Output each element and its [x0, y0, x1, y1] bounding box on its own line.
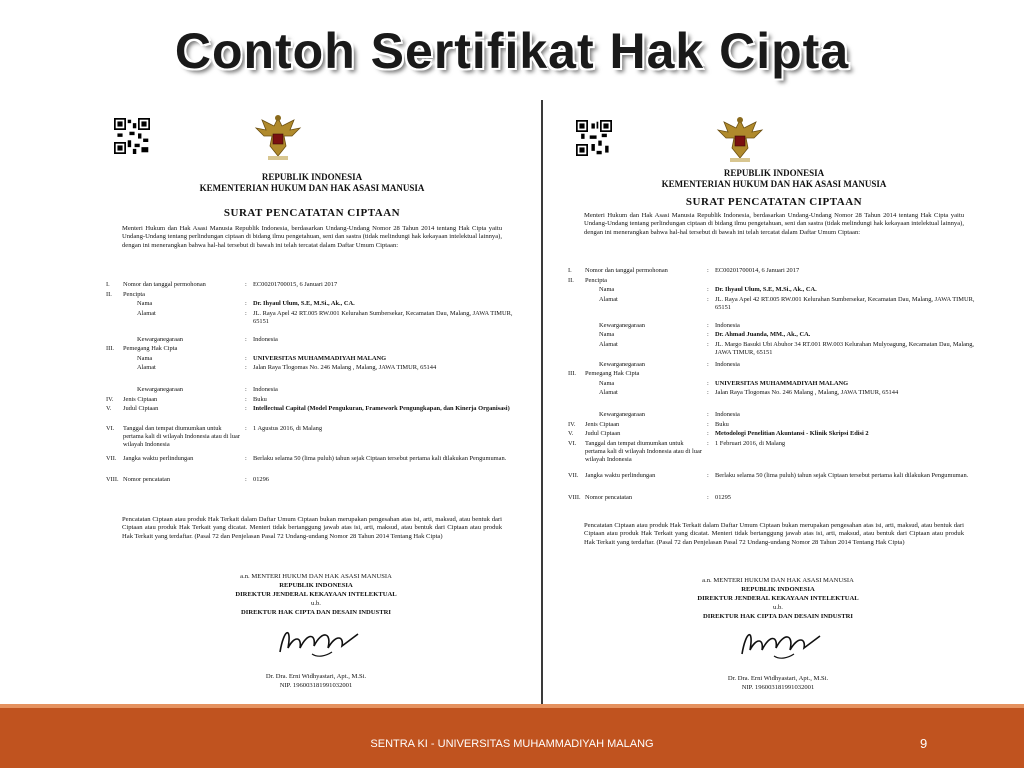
table-row: VI. Tanggal dan tempat diumumkan untuk pertama kali di wilayah Indonesia atau di luar wilayah Indonesia : 1 Februari 2016, di Malang [568, 439, 786, 463]
table-row: VII. Jangka waktu perlindungan : Berlaku selama 50 (lima puluh) tahun sejak Ciptaan tersebut pertama kali dilakukan Pengumuman. [568, 471, 969, 479]
table-row: Alamat : Jalan Raya Tlogomas No. 246 Malang , Malang, JAWA TIMUR, 65144 [599, 389, 899, 396]
table-row: Nama : Dr. Ihyaul Ulum, S.E, M.Si., Ak., CA. [137, 300, 355, 307]
certificate-right [568, 112, 980, 702]
closing-paragraph: Pencatatan Ciptaan atau produk Hak Terkait dalam Daftar Umum Ciptaan bukan merupakan pengesahan atas isi, arti, maksud, atau bentuk dari Ciptaan atau produk Hak Terkait yang dicatat. Menteri tidak bertanggung jawab atas isi, arti, maksud, atau bentuk dari Ciptaan atau produk Hak Terkait yang terdaftar. (Pasal 72 dan Penjelasan Pasal 72 Undang-undang Nomor 28 Tahun 2014 Tentang Hak Cipta) [584, 522, 964, 546]
table-row: IV. Jenis Ciptaan : Buku [106, 395, 267, 403]
table-row: VIII. Nomor pencatatan : 01296 [106, 476, 269, 483]
table-row: IV. Jenis Ciptaan : Buku [568, 420, 729, 428]
table-row: I. Nomor dan tanggal permohonan : EC00201700015, 6 Januari 2017 [106, 281, 338, 288]
table-row: III. Pemegang Hak Cipta [568, 370, 640, 377]
table-row: Kewarganegaraan : Indonesia [137, 386, 278, 393]
signer-name: Dr. Dra. Erni Widhyastari, Apt., M.Si. [727, 675, 829, 682]
table-row: VIII. Nomor pencatatan : 01295 [568, 493, 731, 501]
details-table-left [106, 280, 518, 485]
center-divider [541, 100, 543, 704]
intro-paragraph: Menteri Hukum dan Hak Asasi Manusia Republik Indonesia, berdasarkan Undang-Undang Nomor 28 Tahun 2014 tentang Hak Cipta yaitu Undang-Undang tentang perlindungan ciptaan di bidang ilmu pengetahuan, seni dan sastra (tidak melindungi hak kekayaan intelektual lainnya), dengan ini menerangkan bahwa hal-hal tersebut di bawah ini telah tercatat dalam Daftar Umum Ciptaan: [584, 212, 964, 236]
header-republik: REPUBLIK INDONESIA [723, 168, 825, 178]
table-row: V. Judul Ciptaan : Metodologi Penelitian Akuntansi - Klinik Skripsi Edisi 2 [568, 430, 869, 437]
signer-block [166, 672, 466, 690]
table-row: Alamat : JL. Margo Basuki Ubi Abuhor 34 RT.001 RW.003 Kelurahan Mulyoagung, Kecamatan Dau, Malang, JAWA TIMUR, 65151 [599, 340, 974, 356]
certificate-left [106, 110, 518, 700]
table-row: Kewarganegaraan : Indonesia [599, 321, 740, 329]
table-row: Kewarganegaraan : Indonesia [137, 335, 278, 343]
signer-nip: NIP. 196003181991032001 [279, 682, 353, 689]
table-row: Kewarganegaraan : Indonesia [599, 411, 740, 418]
header-republik: REPUBLIK INDONESIA [261, 172, 363, 182]
garuda-emblem-icon [254, 112, 302, 162]
slide-title: Contoh Sertifikat Hak Cipta [174, 23, 850, 79]
table-row: Nama : Dr. Ihyaul Ulum, S.E, M.Si., Ak., CA. [599, 286, 817, 293]
table-row: Nama : UNIVERSITAS MUHAMMADIYAH MALANG [137, 354, 387, 362]
signer-name: Dr. Dra. Erni Widhyastari, Apt., M.Si. [265, 673, 367, 680]
qr-code-icon [576, 120, 612, 156]
table-row: Kewarganegaraan : Indonesia [599, 360, 740, 368]
qr-code-icon [114, 118, 150, 154]
table-row: Alamat : JL. Raya Apel 42 RT.005 RW.001 Kelurahan Sumbersekar, Kecamatan Dau, Malang, JAWA TIMUR, 65151 [599, 295, 975, 311]
header-kementerian: KEMENTERIAN HUKUM DAN HAK ASASI MANUSIA [661, 179, 887, 189]
closing-paragraph: Pencatatan Ciptaan atau produk Hak Terkait dalam Daftar Umum Ciptaan bukan merupakan pengesahan atas isi, arti, maksud, atau bentuk dari Ciptaan atau produk Hak Terkait yang dicatat. Menteri tidak bertanggung jawab atas isi, arti, maksud, atau bentuk dari Ciptaan atau produk Hak Terkait yang terdaftar. (Pasal 72 dan Penjelasan Pasal 72 Undang-undang Nomor 28 Tahun 2014 Tentang Hak Cipta) [122, 516, 502, 540]
table-row: III. Pemegang Hak Cipta [106, 345, 178, 352]
signer-nip: NIP. 196003181991032001 [741, 684, 815, 691]
table-row: I. Nomor dan tanggal permohonan : EC00201700014, 6 Januari 2017 [568, 267, 800, 274]
table-row: II. Pencipta [106, 290, 146, 298]
page-number: 9 [920, 736, 928, 751]
table-row: V. Judul Ciptaan : Intellectual Capital (Model Pengukuran, Framework Pengungkapan, dan Kinerja Organisasi) [106, 405, 510, 412]
handwritten-signature-icon [274, 622, 364, 660]
table-row: VII. Jangka waktu perlindungan : Berlaku selama 50 (lima puluh) tahun sejak Ciptaan tersebut pertama kali dilakukan Pengumuman. [106, 455, 507, 462]
header-kementerian: KEMENTERIAN HUKUM DAN HAK ASASI MANUSIA [199, 183, 425, 193]
table-row: Alamat : Jalan Raya Tlogomas No. 246 Malang , Malang, JAWA TIMUR, 65144 [137, 364, 437, 371]
garuda-emblem-icon [716, 114, 764, 164]
intro-paragraph: Menteri Hukum dan Hak Asasi Manusia Republik Indonesia, berdasarkan Undang-Undang Nomor 28 Tahun 2014 tentang Hak Cipta yaitu Undang-Undang tentang perlindungan ciptaan di bidang ilmu pengetahuan, seni dan sastra (tidak melindungi hak kekayaan intelektual lainnya), dengan ini menerangkan bahwa hal-hal tersebut di bawah ini telah tercatat dalam Daftar Umum Ciptaan: [122, 225, 502, 249]
details-table-right [568, 266, 980, 502]
handwritten-signature-icon [736, 624, 826, 662]
document-title: SURAT PENCATATAN CIPTAAN [685, 196, 863, 208]
signer-block [628, 674, 928, 692]
document-title: SURAT PENCATATAN CIPTAAN [223, 207, 401, 219]
signature-block: a.n. MENTERI HUKUM DAN HAK ASASI MANUSIA REPUBLIK INDONESIA DIREKTUR JENDERAL KEKAYAAN INTELEKTUAL u.b. DIREKTUR HAK CIPTA DAN DESAIN INDUSTRI [235, 573, 397, 616]
table-row: II. Pencipta [568, 276, 608, 284]
table-row: Nama : UNIVERSITAS MUHAMMADIYAH MALANG [599, 379, 849, 387]
footer-text: SENTRA KI - UNIVERSITAS MUHAMMADIYAH MALANG [370, 738, 654, 750]
table-row: VI. Tanggal dan tempat diumumkan untuk pertama kali di wilayah Indonesia atau di luar wilayah Indonesia : 1 Agustus 2016, di Malang [106, 425, 323, 448]
table-row: Alamat : JL. Raya Apel 42 RT.005 RW.001 Kelurahan Sumbersekar, Kecamatan Dau, Malang, JAWA TIMUR, 65151 [137, 309, 513, 325]
signature-block: a.n. MENTERI HUKUM DAN HAK ASASI MANUSIA REPUBLIK INDONESIA DIREKTUR JENDERAL KEKAYAAN INTELEKTUAL u.b. DIREKTUR HAK CIPTA DAN DESAIN INDUSTRI [697, 577, 859, 620]
table-row: Nama : Dr. Ahmad Juanda, MM., Ak., CA. [599, 331, 811, 338]
